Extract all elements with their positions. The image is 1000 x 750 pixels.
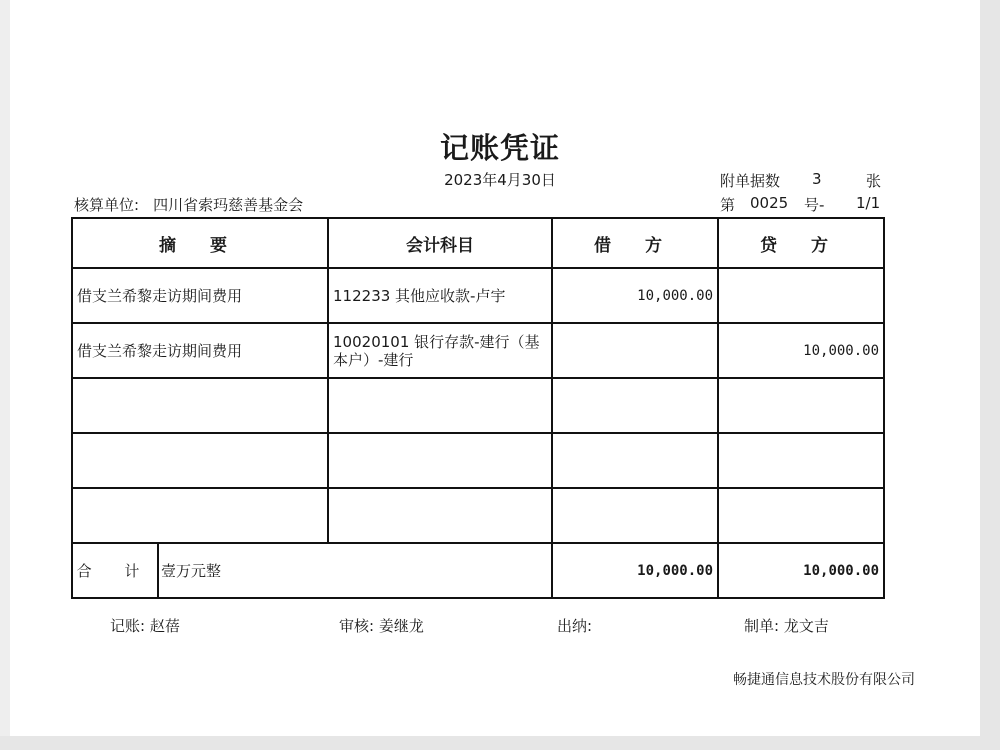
signature-reviewer — [339, 615, 424, 636]
scan-edge-left — [0, 0, 10, 750]
table-row — [72, 378, 884, 433]
reviewer-name: 姜继龙 — [378, 617, 424, 635]
row-summary — [72, 378, 328, 433]
scan-edge-right — [980, 0, 1000, 750]
reviewer-label: 审核: — [339, 617, 375, 635]
row-debit — [552, 488, 718, 543]
accounting-unit-value: 四川省索玛慈善基金会 — [153, 196, 304, 214]
header-debit: 借 方 — [552, 218, 718, 268]
row-summary — [72, 433, 328, 488]
row-credit — [718, 268, 884, 323]
row-summary: 借支兰希黎走访期间费用 — [72, 323, 328, 378]
table-row — [72, 488, 884, 543]
signature-bookkeeper — [110, 615, 180, 636]
header-account: 会计科目 — [328, 218, 552, 268]
voucher-date: 2023年4月30日 — [444, 171, 556, 189]
table-row — [72, 433, 884, 488]
row-debit — [552, 433, 718, 488]
preparer-name: 龙文吉 — [783, 617, 829, 635]
attachment-label: 附单据数 — [720, 172, 781, 190]
table-row — [72, 268, 884, 323]
preparer-label: 制单: — [744, 617, 780, 635]
voucher-number-suffix: 号- — [804, 196, 825, 214]
total-debit: 10,000.00 — [552, 543, 718, 598]
row-summary: 借支兰希黎走访期间费用 — [72, 268, 328, 323]
row-credit: 10,000.00 — [718, 323, 884, 378]
voucher-number — [720, 194, 884, 214]
table-row — [72, 323, 884, 378]
row-debit — [552, 323, 718, 378]
total-credit: 10,000.00 — [718, 543, 884, 598]
voucher-number-prefix: 第 — [720, 196, 736, 214]
row-account: 112233 其他应收款-卢宇 — [328, 268, 552, 323]
row-debit: 10,000.00 — [552, 268, 718, 323]
accounting-unit-label: 核算单位: — [74, 196, 140, 214]
row-debit — [552, 378, 718, 433]
row-summary — [72, 488, 328, 543]
total-row — [72, 543, 884, 598]
cashier-label: 出纳: — [557, 617, 593, 635]
signature-cashier — [557, 615, 592, 636]
header-summary: 摘 要 — [72, 218, 328, 268]
total-amount-words: 壹万元整 — [158, 543, 552, 598]
row-account — [328, 433, 552, 488]
voucher-title: 记账凭证 — [439, 131, 560, 165]
row-account: 10020101 银行存款-建行（基本户）-建行 — [328, 323, 552, 378]
scan-edge-bottom — [0, 736, 1000, 750]
attachment-count — [720, 170, 884, 190]
bookkeeper-name: 赵蓓 — [149, 617, 180, 635]
row-credit — [718, 433, 884, 488]
row-account — [328, 378, 552, 433]
signature-preparer — [744, 615, 829, 636]
accounting-unit — [74, 194, 303, 215]
voucher-table — [71, 217, 885, 599]
total-label: 合 计 — [72, 543, 158, 598]
header-credit: 贷 方 — [718, 218, 884, 268]
table-header-row — [72, 218, 884, 268]
attachment-unit: 张 — [866, 172, 882, 190]
software-vendor: 畅捷通信息技术股份有限公司 — [733, 672, 915, 688]
attachment-number: 3 — [812, 170, 822, 188]
voucher-number-value: 0025 — [750, 194, 789, 212]
row-account — [328, 488, 552, 543]
voucher-page: 1/1 — [856, 194, 881, 212]
bookkeeper-label: 记账: — [110, 617, 146, 635]
row-credit — [718, 488, 884, 543]
row-credit — [718, 378, 884, 433]
